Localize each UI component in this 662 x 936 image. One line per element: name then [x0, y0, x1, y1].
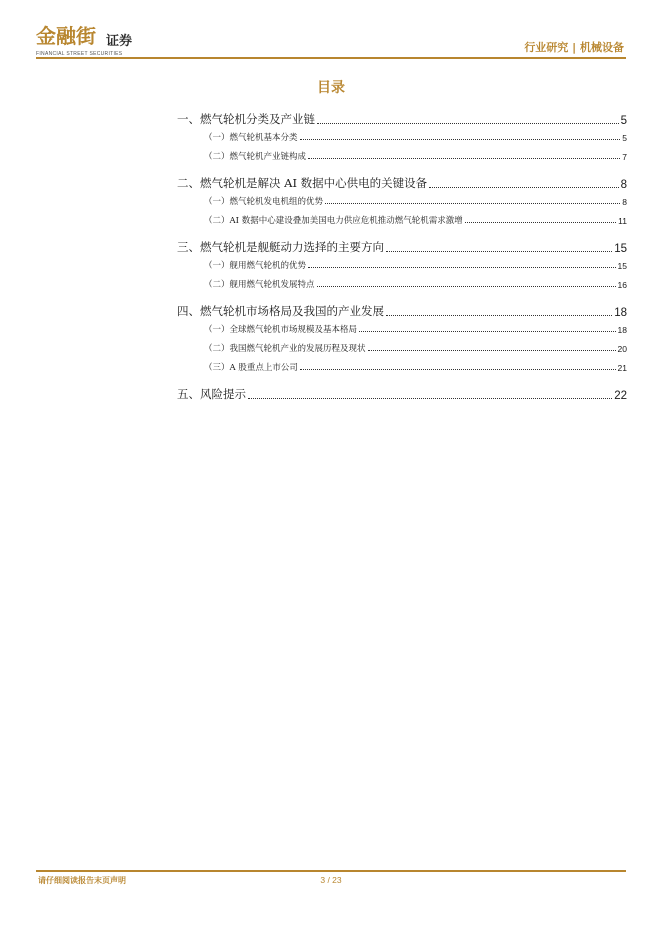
toc-entry-page: 8: [622, 197, 627, 207]
toc-dot-leader: [300, 139, 621, 140]
toc-dot-leader: [368, 350, 616, 351]
header-divider: [36, 57, 626, 59]
toc-dot-leader: [325, 203, 620, 204]
toc-dot-leader: [308, 158, 620, 159]
toc-entry-section[interactable]: [177, 387, 627, 402]
toc-entry-page: 20: [617, 344, 627, 354]
toc-dot-leader: [308, 267, 616, 268]
toc-title: 目录: [317, 80, 345, 96]
toc-entry-title: （二）舰用燃气轮机发展特点: [204, 280, 315, 290]
toc-dot-leader: [429, 187, 618, 188]
toc-entry-page: 16: [617, 280, 627, 290]
company-logo: [36, 20, 156, 60]
toc-entry-section[interactable]: [177, 176, 627, 191]
logo-suffix-text: 证券: [106, 34, 133, 49]
logo-main-text: 金融街: [36, 24, 96, 48]
toc-entry-title: 二、燃气轮机是解决 AI 数据中心供电的关键设备: [177, 176, 428, 190]
toc-entry-subsection[interactable]: [177, 259, 627, 271]
toc-entry-page: 7: [622, 152, 627, 162]
toc-entry-title: （二）我国燃气轮机产业的发展历程及现状: [204, 344, 366, 354]
toc-entry-page: 22: [614, 390, 627, 402]
toc-entry-page: 8: [620, 179, 627, 191]
toc-entry-subsection[interactable]: [177, 342, 627, 354]
toc-entry-title: 三、燃气轮机是舰艇动力选择的主要方向: [177, 240, 384, 254]
page-indicator: 3 / 23: [320, 875, 342, 885]
toc-entry-section[interactable]: [177, 240, 627, 255]
toc-entry-title: （三）A 股重点上市公司: [204, 363, 298, 373]
toc-entry-page: 15: [614, 243, 627, 255]
toc-entry-title: （二）AI 数据中心建设叠加美国电力供应危机推动燃气轮机需求激增: [204, 216, 463, 226]
toc-entry-page: 5: [622, 133, 627, 143]
toc-entry-page: 15: [617, 261, 627, 271]
toc-dot-leader: [386, 315, 612, 316]
toc-entry-page: 21: [617, 363, 627, 373]
toc-dot-leader: [300, 369, 616, 370]
toc-entry-page: 5: [620, 115, 627, 127]
toc-entry-page: 18: [614, 307, 627, 319]
toc-entry-subsection[interactable]: [177, 150, 627, 162]
toc-dot-leader: [248, 398, 612, 399]
toc-dot-leader: [317, 286, 616, 287]
toc-entry-title: 五、风险提示: [177, 387, 246, 401]
report-category: 行业研究 | 机械设备: [524, 41, 624, 54]
toc-entry-title: （一）全球燃气轮机市场规模及基本格局: [204, 325, 358, 335]
toc-entry-title: （一）燃气轮机发电机组的优势: [204, 197, 324, 207]
toc-entry-subsection[interactable]: [177, 323, 627, 335]
toc-entry-section[interactable]: [177, 304, 627, 319]
footer-disclaimer: 请仔细阅读报告末页声明: [38, 876, 126, 885]
toc-entry-title: （一）舰用燃气轮机的优势: [204, 261, 307, 271]
toc-entry-title: 一、燃气轮机分类及产业链: [177, 112, 315, 126]
toc-entry-subsection[interactable]: [177, 278, 627, 290]
toc-entry-page: 11: [618, 216, 627, 226]
toc-dot-leader: [317, 123, 619, 124]
toc-dot-leader: [359, 331, 616, 332]
toc-entry-subsection[interactable]: [177, 214, 627, 226]
toc-dot-leader: [386, 251, 612, 252]
toc-entry-title: （一）燃气轮机基本分类: [204, 133, 298, 143]
logo-subtitle: FINANCIAL STREET SECURITIES: [36, 51, 123, 57]
table-of-contents: [177, 112, 627, 406]
toc-entry-title: （二）燃气轮机产业链构成: [204, 152, 307, 162]
toc-entry-title: 四、燃气轮机市场格局及我国的产业发展: [177, 304, 384, 318]
toc-entry-section[interactable]: [177, 112, 627, 127]
toc-entry-page: 18: [617, 325, 627, 335]
toc-entry-subsection[interactable]: [177, 131, 627, 143]
toc-dot-leader: [465, 222, 616, 223]
toc-entry-subsection[interactable]: [177, 195, 627, 207]
toc-entry-subsection[interactable]: [177, 361, 627, 373]
footer-divider: [36, 870, 626, 872]
